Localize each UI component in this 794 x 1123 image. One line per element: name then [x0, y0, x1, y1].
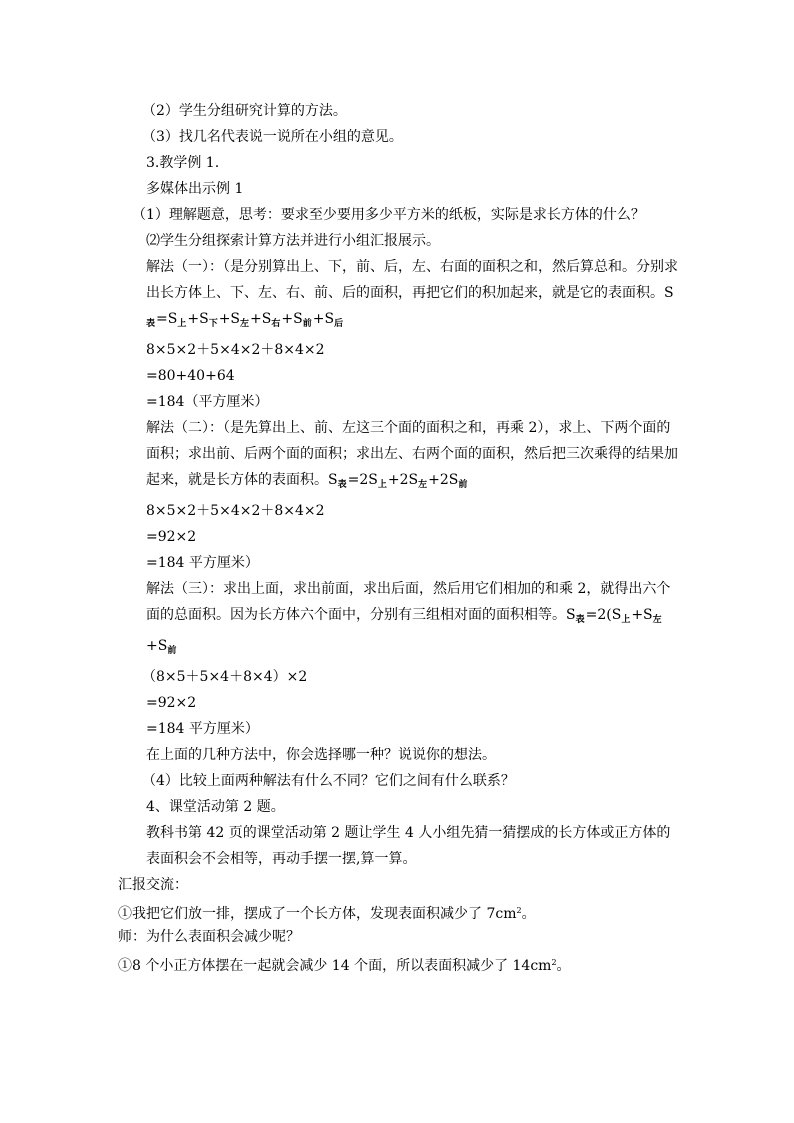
paragraph-step-3: （3）找几名代表说一说所在小组的意见。	[142, 129, 403, 145]
calc-method-1-step: =80+40+64	[146, 368, 235, 384]
method-1-formula: $S_表=S_上+S_下+S_左+S_右+S_前+S_后$	[146, 285, 674, 329]
paragraph-report-2: ①8 个小正方体摆在一起就会减少 14 个面，所以表面积减少了 $14cm^2$。	[118, 958, 571, 974]
calc-method-3-expression: （8×5＋5×4＋8×4）×2	[142, 669, 308, 685]
paragraph-method-2	[118, 415, 678, 498]
paragraph-group-explore: ⑵学生分组探索计算方法并进行小组汇报展示。	[146, 233, 440, 249]
calc-method-2-step: =92×2	[146, 529, 197, 545]
method-3-text: 解法（三）：求出上面，求出前面，求出后面，然后用它们相加的和乘 2，就得出六个面的总面积。因为长方体六个面中，分别有三组相对面的面积相等。	[146, 581, 671, 623]
paragraph-understand-question: （1）理解题意，思考：要求至少要用多少平方米的纸板，实际是求长方体的什么？	[132, 207, 645, 223]
calc-method-3-step: =92×2	[146, 695, 197, 711]
calc-method-1-result: =184（平方厘米）	[146, 394, 269, 410]
paragraph-teacher-question: 师：为什么表面积会减少呢？	[118, 929, 300, 945]
method-3-formula: $S_表=2(S_上+S_左+S_前$	[146, 607, 662, 656]
paragraph-multimedia: 多媒体出示例 1	[146, 181, 244, 197]
heading-class-activity: 4、课堂活动第 2 题。	[146, 799, 285, 815]
paragraph-step-2: （2）学生分组研究计算的方法。	[142, 103, 347, 119]
paragraph-method-3	[118, 576, 678, 664]
calc-method-3-result: =184 平方厘米）	[146, 721, 259, 737]
paragraph-choose-method: 在上面的几种方法中，你会选择哪一种？说说你的想法。	[146, 747, 496, 763]
method-2-formula: $S_表=2S_上+2S_左+2S_前$	[328, 472, 468, 490]
heading-example-1: 3.教学例 1.	[146, 155, 220, 171]
heading-report: 汇报交流：	[118, 877, 188, 893]
paragraph-report-1: ①我把它们放一排，摆成了一个长方体，发现表面积减少了 $7cm^2$。	[118, 906, 536, 922]
method-1-text: 解法（一）：（是分别算出上、下，前、后，左、右面的面积之和，然后算总和。分别求出长方体上、下、左、右、前、后的面积，再把它们的积加起来，就是它的表面积。	[146, 259, 678, 301]
document-body	[118, 98, 678, 976]
calc-method-1-expression: 8×5×2＋5×4×2＋8×4×2	[146, 342, 325, 358]
paragraph-method-1	[118, 254, 678, 337]
method-2-text: 解法（二）：（是先算出上、前、左这三个面的面积之和，再乘 2），求上、下两个面的面积；求出前、后两个面的面积；求出左、右两个面的面积，然后把三次乘得的结果加起来，就是长方体的表面积。	[146, 420, 678, 488]
calc-method-2-expression: 8×5×2＋5×4×2＋8×4×2	[146, 503, 325, 519]
paragraph-compare-methods: （4）比较上面两种解法有什么不同？它们之间有什么联系？	[142, 773, 515, 789]
paragraph-textbook-activity: 教科书第 42 页的课堂活动第 2 题让学生 4 人小组先猜一猜摆成的长方体或正方体的表面积会不会相等，再动手摆一摆,算一算。	[146, 825, 671, 867]
calc-method-2-result: =184 平方厘米）	[146, 555, 259, 571]
